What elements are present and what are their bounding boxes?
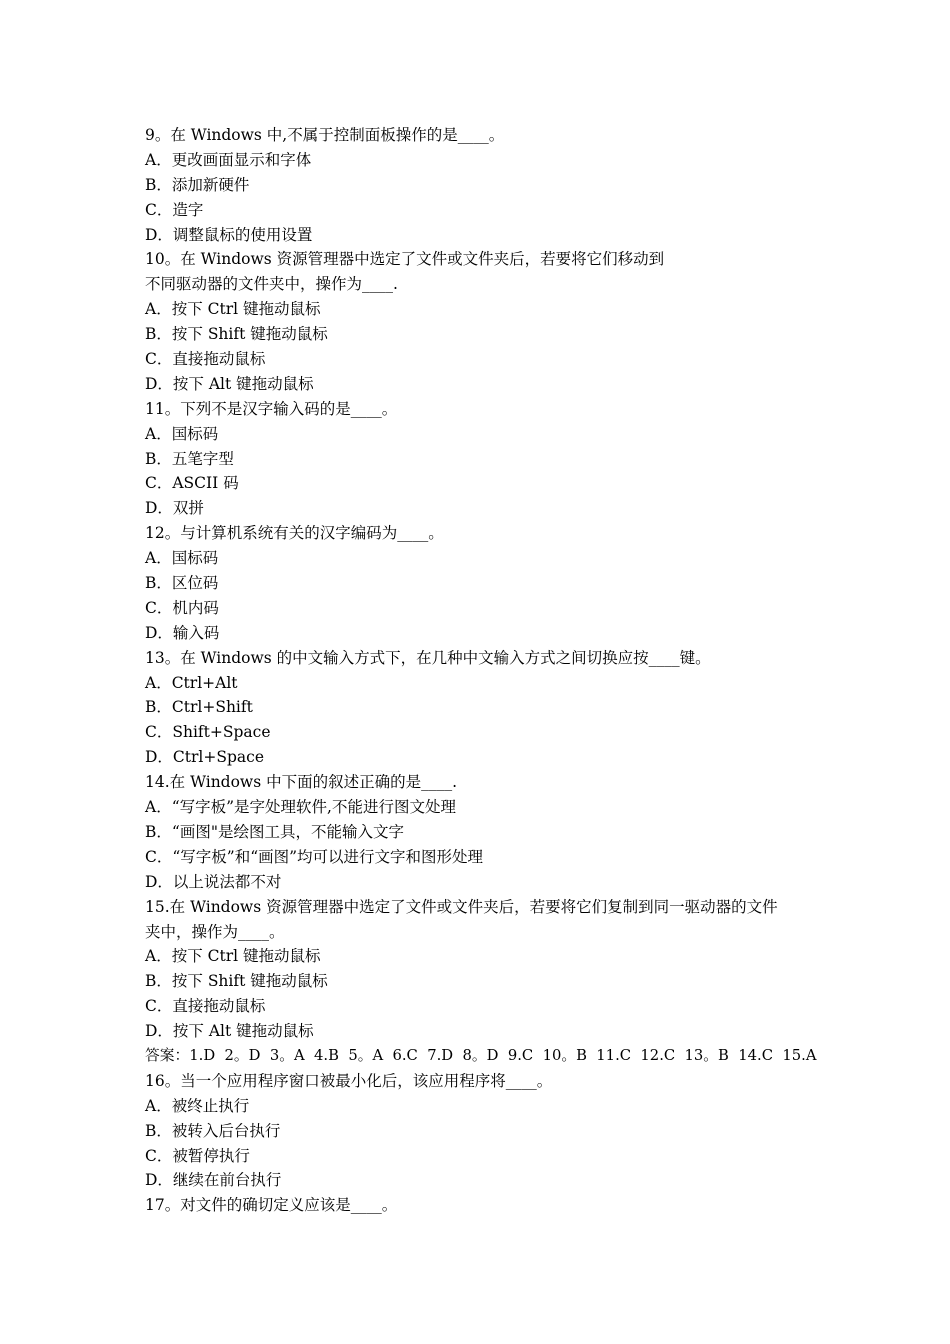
option-line: B．按下 Shift 键拖动鼠标 xyxy=(145,325,328,344)
question-9-stem: 9。在 Windows 中,不属于控制面板操作的是____。 xyxy=(145,126,505,144)
document-body xyxy=(145,123,825,1218)
question-10-stem-cont: 不同驱动器的文件夹中，操作为____. xyxy=(145,275,398,294)
option-line: A．Ctrl+Alt xyxy=(145,673,238,692)
option-line: D．按下 Alt 键拖动鼠标 xyxy=(145,374,314,393)
option-line: B．添加新硬件 xyxy=(145,175,250,194)
option-line: A．国标码 xyxy=(145,424,219,443)
option-line: C．机内码 xyxy=(145,598,219,617)
option-line: B．五笔字型 xyxy=(145,449,234,468)
question-12-stem: 12。与计算机系统有关的汉字编码为____。 xyxy=(145,524,444,543)
option-line: B．区位码 xyxy=(145,574,219,593)
option-line: D．输入码 xyxy=(145,623,220,642)
option-line: C．直接拖动鼠标 xyxy=(145,350,266,369)
option-line: A．按下 Ctrl 键拖动鼠标 xyxy=(145,300,321,319)
question-15-stem: 15.在 Windows 资源管理器中选定了文件或文件夹后，若要将它们复制到同一驱动器的文件 xyxy=(145,897,778,916)
option-line: A．“写字板”是字处理软件,不能进行图文处理 xyxy=(145,798,456,817)
option-line: D．双拼 xyxy=(145,499,204,518)
option-line: B．被转入后台执行 xyxy=(145,1121,281,1140)
option-line: A．被终止执行 xyxy=(145,1096,250,1115)
option-line: D．继续在前台执行 xyxy=(145,1171,282,1190)
option-line: C．直接拖动鼠标 xyxy=(145,997,266,1016)
question-10-stem: 10。在 Windows 资源管理器中选定了文件或文件夹后，若要将它们移动到 xyxy=(145,250,665,269)
option-line: C．“写字板”和“画图”均可以进行文字和图形处理 xyxy=(145,847,484,866)
option-line: A．按下 Ctrl 键拖动鼠标 xyxy=(145,947,321,966)
question-16-stem: 16。当一个应用程序窗口被最小化后，该应用程序将____。 xyxy=(145,1071,553,1090)
option-line: C．ASCII 码 xyxy=(145,474,239,493)
option-line: A．国标码 xyxy=(145,549,219,568)
option-line: B．Ctrl+Shift xyxy=(145,698,253,717)
option-line: D．以上说法都不对 xyxy=(145,872,282,891)
question-15-stem-cont: 夹中，操作为____。 xyxy=(145,922,285,941)
option-line: D．按下 Alt 键拖动鼠标 xyxy=(145,1022,314,1041)
option-line: A．更改画面显示和字体 xyxy=(145,150,312,169)
question-14-stem: 14.在 Windows 中下面的叙述正确的是____. xyxy=(145,773,458,792)
option-line: B．“画图"是绘图工具，不能输入文字 xyxy=(145,822,404,841)
option-line: C．被暂停执行 xyxy=(145,1146,250,1165)
option-line: D．Ctrl+Space xyxy=(145,748,265,767)
question-13-stem: 13。在 Windows 的中文输入方式下，在几种中文输入方式之间切换应按____键。 xyxy=(145,648,711,667)
question-11-stem: 11。下列不是汉字输入码的是____。 xyxy=(145,399,398,418)
question-17-stem: 17。对文件的确切定义应该是____。 xyxy=(145,1196,398,1215)
option-line: D．调整鼠标的使用设置 xyxy=(145,225,313,244)
answer-key: 答案：1.D 2。D 3。A 4.B 5。A 6.C 7.D 8。D 9.C 10。B 11.C 12.C 13。B 14.C 15.A xyxy=(145,1046,817,1064)
option-line: B．按下 Shift 键拖动鼠标 xyxy=(145,972,328,991)
option-line: C．Shift+Space xyxy=(145,723,271,742)
option-line: C．造字 xyxy=(145,200,204,219)
